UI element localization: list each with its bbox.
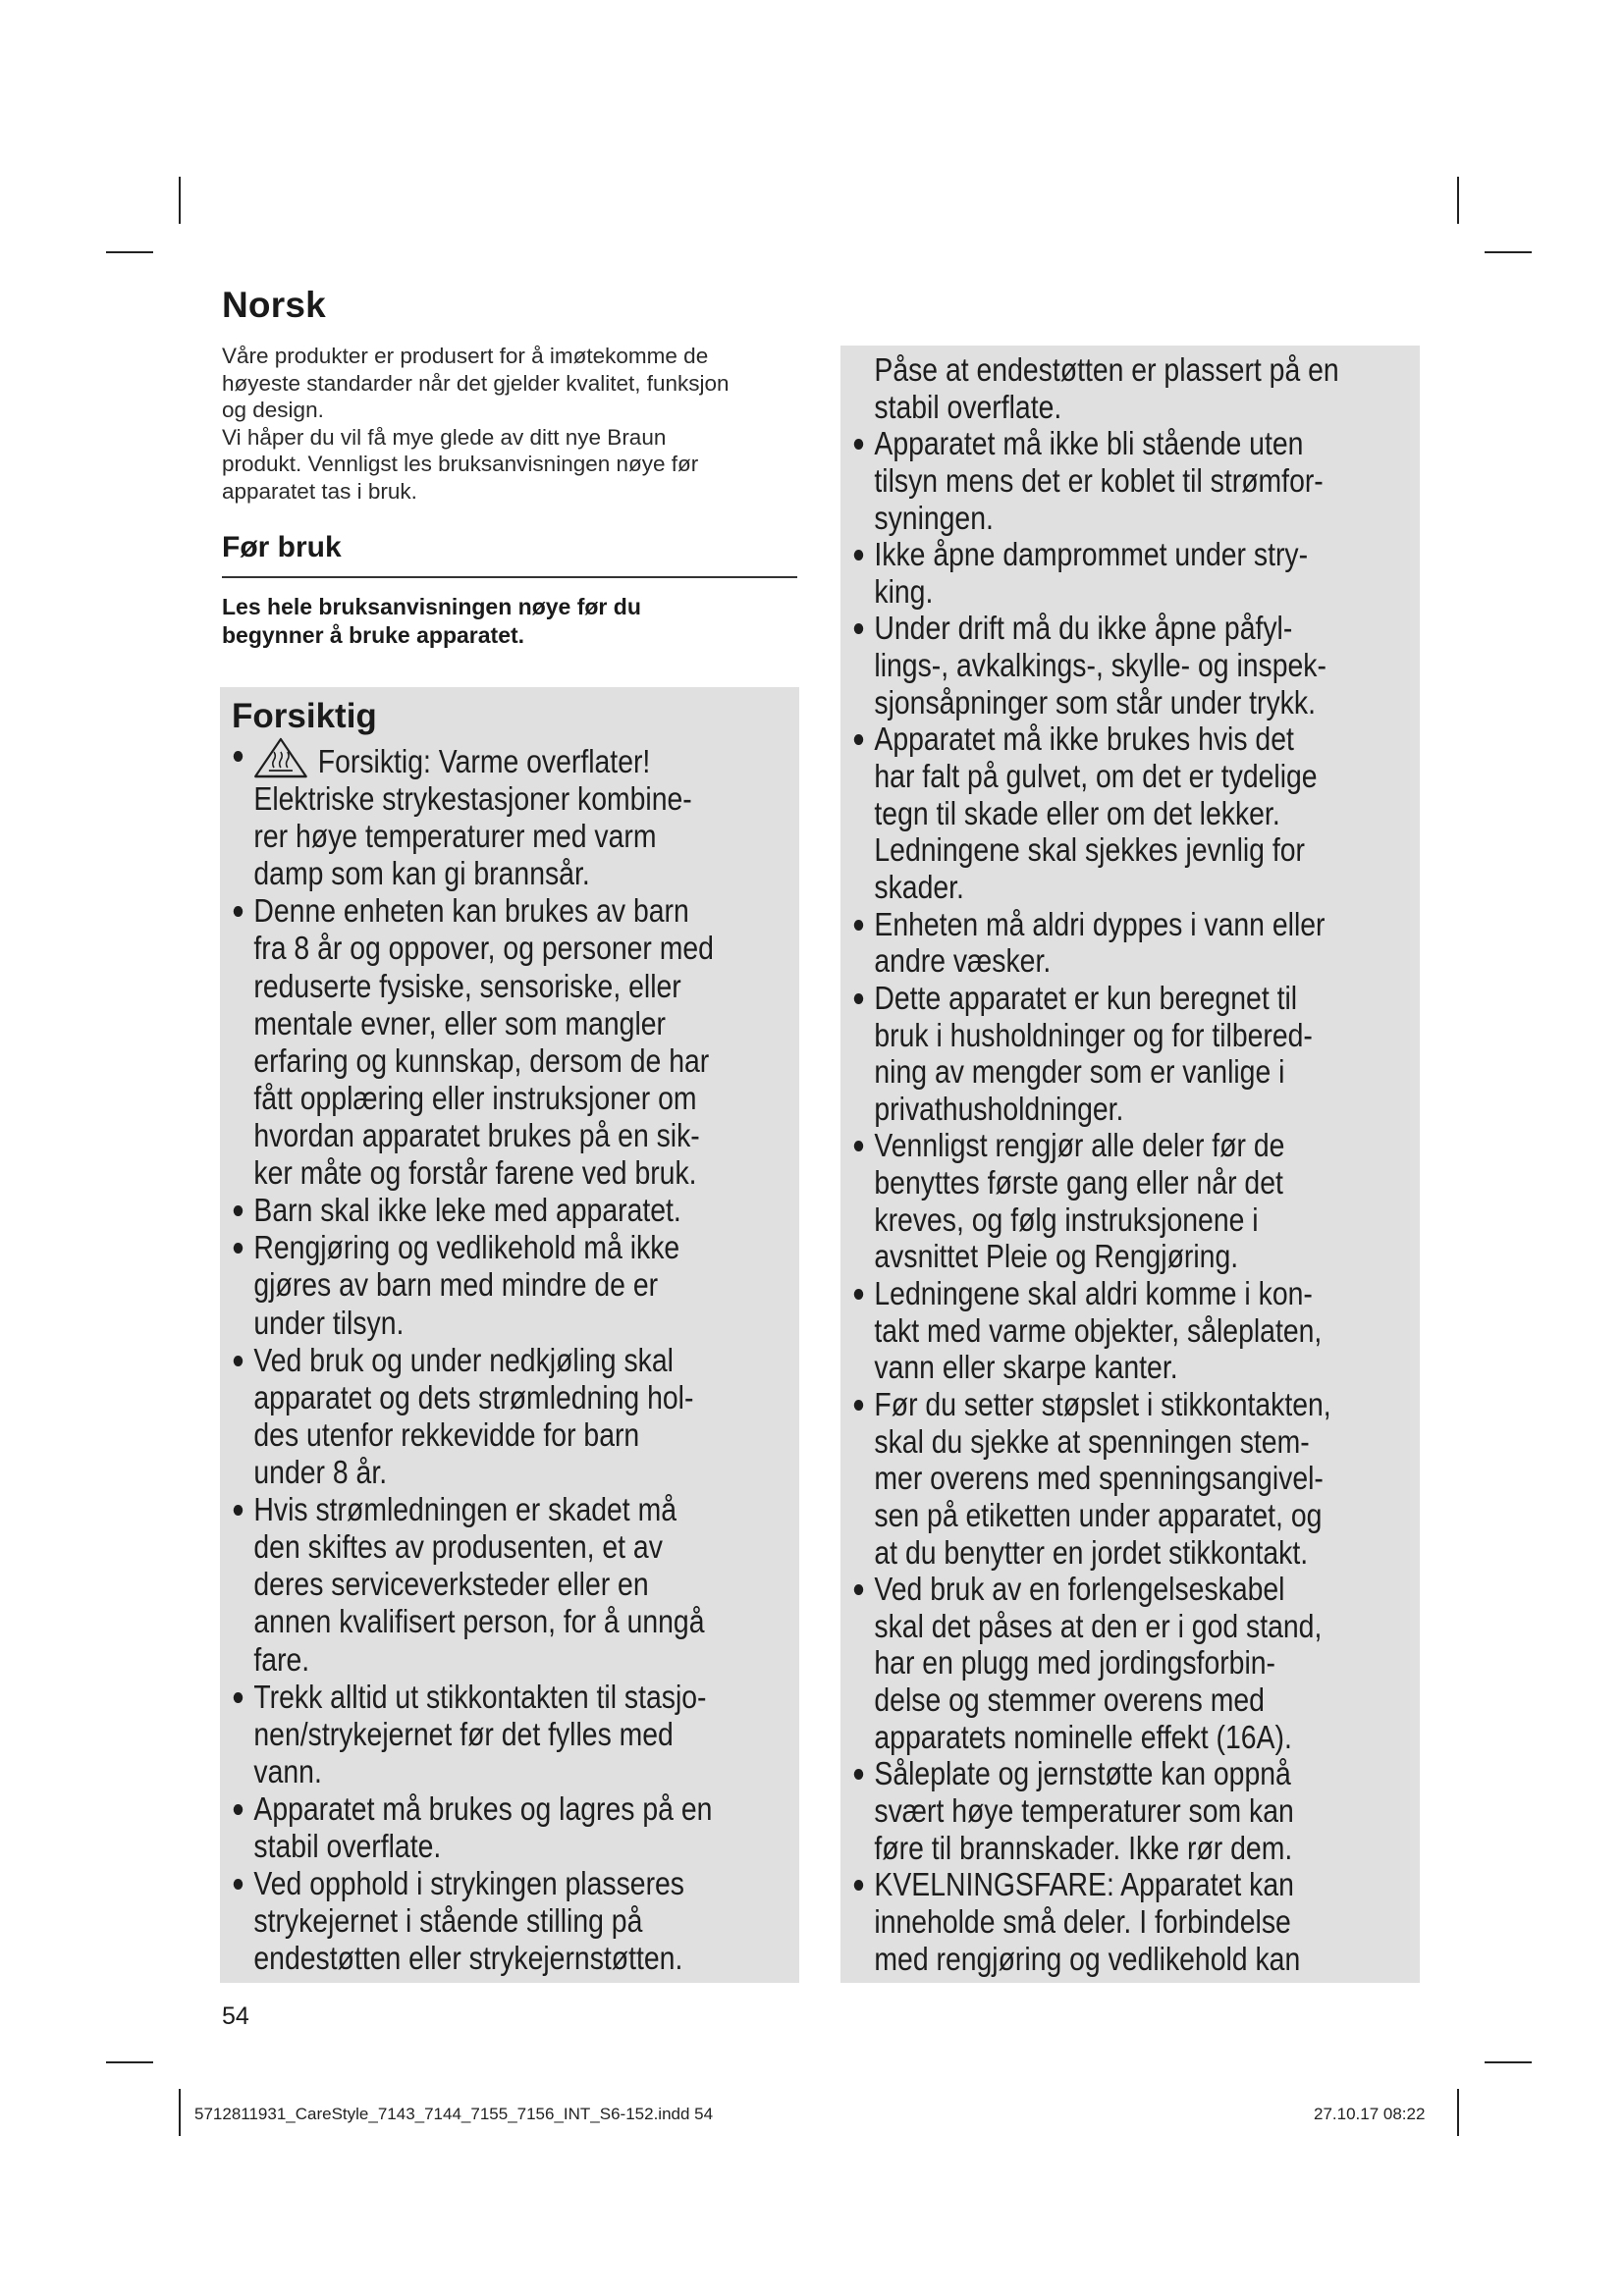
bullet-item-continuation: vann eller skarpe kanter. [874,1349,1178,1386]
bullet-item-continuation: nen/strykejernet før det fylles med [253,1715,674,1752]
bullet-item-continuation: den skiftes av produsenten, et av [253,1528,663,1566]
bullet-item-continuation: bruk i husholdninger og for tilbered- [874,1016,1313,1053]
bullet-item-continuation: benyttes første gang eller når det [874,1164,1283,1201]
bullet-item-line: Apparatet må ikke bli stående uten [840,425,1338,461]
bullet-item-line: Ved opphold i strykingen plasseres [220,1865,718,1901]
bullet-item-continuation: lings-, avkalkings-, skylle- og inspek- [874,647,1326,684]
warning-panel-right [840,346,1420,1983]
bullet-item-continuation: stabil overflate. [253,1828,442,1865]
intro-line: apparatet tas i bruk. [222,478,417,504]
footer-date: 27.10.17 08:22 [1314,2105,1426,2123]
bullet-item-continuation: Elektriske strykestasjoner kombine- [253,780,692,818]
bullet-item-continuation: apparatet og dets strømledning hol- [253,1378,694,1415]
warning-panel-left [220,687,799,1983]
crop-mark [106,2061,153,2063]
bullet-item-continuation: damp som kan gi brannsår. [253,855,590,892]
bullet-item-line: Ledningene skal aldri komme i kon- [840,1275,1338,1311]
intro-line: produkt. Vennligst les bruksanvisningen nøye før [222,452,699,477]
lead-line: Les hele bruksanvisningen nøye før du [222,594,641,619]
lead-line: begynner å bruke apparatet. [222,622,525,648]
bullet-item-continuation: sjonsåpninger som står under trykk. [874,683,1316,721]
bullet-item-continuation: privathusholdninger. [874,1090,1124,1127]
bullet-item-continuation: andre væsker. [874,942,1052,980]
crop-mark [1485,251,1532,253]
bullet-item-line: Trekk alltid ut stikkontakten til stasjo- [220,1679,718,1715]
bullet-item-continuation: avsnittet Pleie og Rengjøring. [874,1238,1239,1275]
bullet-item-continuation: hvordan apparatet brukes på en sik- [253,1117,700,1153]
crop-mark [1485,2061,1532,2063]
intro-line: Våre produkter er produsert for å imøtekomme de [222,344,709,368]
bullet-item-continuation: Ledningene skal sjekkes jevnlig for [874,831,1305,869]
bullet-item-continuation: skal du sjekke at spenningen stem- [874,1422,1310,1460]
bullet-item-continuation: gjøres av barn med mindre de er [253,1266,659,1304]
bullet-item-line: Apparatet må brukes og lagres på en [220,1790,718,1827]
bullet-item-line: Hvis strømledningen er skadet må [220,1491,718,1527]
intro-line: og design. [222,398,324,423]
intro-paragraph [222,343,801,506]
crop-mark [106,251,153,253]
crop-mark [179,177,181,224]
bullet-item-continuation: med rengjøring og vedlikehold kan [874,1940,1301,1977]
bullet-item-line: Dette apparatet er kun beregnet til [840,980,1338,1016]
bullet-item-continuation: tilsyn mens det er koblet til strømfor- [874,461,1324,499]
crop-mark [1457,2089,1459,2136]
bullet-item-line: Såleplate og jernstøtte kan oppnå [840,1755,1338,1791]
section-title: Norsk [222,285,326,325]
bullet-item-line: Ved bruk av en forlengelseskabel [840,1571,1338,1607]
bullet-item-continuation: kreves, og følg instruksjonene i [874,1201,1259,1238]
bullet-item-continuation: føre til brannskader. Ikke rør dem. [874,1829,1293,1866]
hot-surface-warning-icon [253,737,307,778]
intro-line: Vi håper du vil få mye glede av ditt nye Braun [222,424,667,450]
crop-mark [179,2089,181,2136]
bullet-item-continuation: under 8 år. [253,1453,388,1490]
bullet-item-line: KVELNINGSFARE: Apparatet kan [840,1866,1338,1902]
bullet-item-continuation: rer høye temperaturer med varm [253,818,657,855]
bullet-item-line: Vennligst rengjør alle deler før de [840,1127,1338,1163]
bullet-item-continuation: strykejernet i stående stilling på [253,1902,643,1940]
bullet-item-line: Ikke åpne damprommet under stry- [840,536,1338,572]
bullet-item-continuation: delse og stemmer overens med [874,1682,1265,1719]
bullet-item-continuation: har en plugg med jordingsforbin- [874,1644,1276,1682]
bullet-item-line: Før du setter støpslet i stikkontakten, [840,1386,1338,1422]
bullet-item-continuation: fare. [253,1640,310,1678]
bullet-item-continuation: inneholde små deler. I forbindelse [874,1902,1291,1940]
bullet-item-continuation: ning av mengder som er vanlige i [874,1053,1285,1091]
bullet-item-line: Denne enheten kan brukes av barn [220,892,718,929]
bullet-item-continuation: at du benytter en jordet stikkontakt. [874,1533,1309,1571]
page-number: 54 [222,2002,249,2030]
bullet-item-continuation: erfaring og kunnskap, dersom de har [253,1041,710,1079]
heading-divider [222,576,797,578]
bullet-item-line: Rengjøring og vedlikehold må ikke [220,1229,718,1265]
bullet-item-continuation: des utenfor rekkevidde for barn [253,1415,640,1453]
footer-file-info: 5712811931_CareStyle_7143_7144_7155_7156_INT_S6-152.indd 54 [194,2105,714,2123]
intro-line: høyeste standarder når det gjelder kvalitet, funksjon [222,370,730,396]
bullet-text: Forsiktig: Varme overflater! [317,742,651,779]
bullet-item-continuation: takt med varme objekter, såleplaten, [874,1311,1323,1349]
bullet-item-continuation: har falt på gulvet, om det er tydelige [874,758,1318,795]
bullet-item-continuation: endestøtten eller strykejernstøtten. [253,1940,683,1977]
bullet-item-continuation: annen kvalifisert person, for å unngå [253,1603,705,1640]
bullet-item-line: Apparatet må ikke brukes hvis det [840,721,1338,757]
continued-bullet-line: stabil overflate. [874,388,1062,425]
bullet-item-continuation: king. [874,572,934,610]
bullet-item-continuation: skal det påses at den er i god stand, [874,1607,1323,1644]
sub-heading: Før bruk [222,531,342,563]
bullet-item-continuation: fått opplæring eller instruksjoner om [253,1079,697,1116]
bullet-item-continuation: mentale evner, eller som mangler [253,1004,666,1041]
bullet-item-continuation: deres serviceverksteder eller en [253,1566,649,1603]
bullet-item-line: Barn skal ikke leke med apparatet. [220,1192,718,1228]
bullet-item-continuation: under tilsyn. [253,1304,405,1341]
crop-mark [1457,177,1459,224]
bullet-item-continuation: vann. [253,1752,322,1789]
bullet-item-continuation: apparatets nominelle effekt (16A). [874,1718,1292,1755]
bullet-item-continuation: ker måte og forstår farene ved bruk. [253,1154,697,1192]
bullet-item-line: Enheten må aldri dyppes i vann eller [840,906,1338,942]
bullet-item-continuation: reduserte fysiske, sensoriske, eller [253,967,681,1004]
bullet-item-continuation: skader. [874,868,964,905]
bullet-item-line: Under drift må du ikke åpne påfyl- [840,610,1338,646]
bullet-item-continuation: svært høye temperaturer som kan [874,1791,1294,1829]
bullet-item-continuation: syningen. [874,499,994,536]
bullet-item-line [220,737,718,779]
bullet-item-continuation: sen på etiketten under apparatet, og [874,1496,1323,1533]
continued-bullet-line: Påse at endestøtten er plassert på en [874,351,1339,388]
warning-title: Forsiktig [232,697,377,735]
bullet-item-continuation: tegn til skade eller om det lekker. [874,794,1280,831]
bullet-item-continuation: mer overens med spenningsangivel- [874,1460,1324,1497]
bullet-item-continuation: fra 8 år og oppover, og personer med [253,930,714,967]
lead-paragraph [222,593,801,650]
bullet-item-line: Ved bruk og under nedkjøling skal [220,1342,718,1378]
